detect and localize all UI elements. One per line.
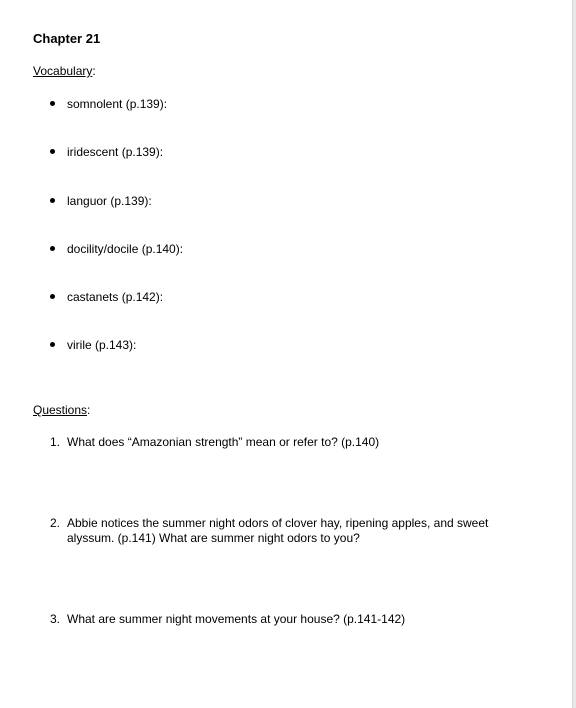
bullet-icon — [50, 342, 55, 347]
vocabulary-item — [50, 338, 136, 353]
bullet-icon — [50, 198, 55, 203]
vocabulary-item — [50, 290, 163, 305]
questions-heading — [33, 403, 90, 418]
bullet-icon — [50, 294, 55, 299]
vocabulary-term: iridescent (p.139): — [67, 145, 164, 159]
vocabulary-item — [50, 145, 163, 160]
question-number: 1. — [50, 435, 61, 449]
questions-heading-colon: : — [87, 403, 91, 417]
vocabulary-heading-colon: : — [92, 64, 96, 78]
question-number: 2. — [50, 516, 61, 530]
bullet-icon — [50, 149, 55, 154]
vocabulary-heading-label: Vocabulary — [33, 64, 93, 78]
question-number: 3. — [50, 612, 61, 626]
vocabulary-term: languor (p.139): — [67, 194, 152, 208]
vocabulary-term: somnolent (p.139): — [67, 97, 168, 111]
chapter-title: Chapter 21 — [33, 31, 101, 46]
question-text: What does “Amazonian strength” mean or refer to? (p.140) — [67, 435, 380, 449]
vocabulary-term: virile (p.143): — [67, 338, 137, 352]
question-item — [50, 435, 520, 450]
vocabulary-item — [50, 194, 152, 209]
question-item — [50, 612, 520, 627]
vocabulary-term: castanets (p.142): — [67, 290, 164, 304]
vocabulary-item — [50, 97, 167, 112]
vocabulary-item — [50, 242, 183, 257]
question-item — [50, 516, 520, 546]
questions-heading-label: Questions — [33, 403, 88, 417]
vocabulary-term: docility/docile (p.140): — [67, 242, 184, 256]
question-text: Abbie notices the summer night odors of clover hay, ripening apples, and sweet alyssum. (p.141) What are summer night odors to you? — [67, 516, 489, 545]
bullet-icon — [50, 246, 55, 251]
bullet-icon — [50, 101, 55, 106]
page-edge-divider — [572, 0, 576, 708]
vocabulary-heading — [33, 64, 96, 79]
question-text: What are summer night movements at your house? (p.141-142) — [67, 612, 406, 626]
